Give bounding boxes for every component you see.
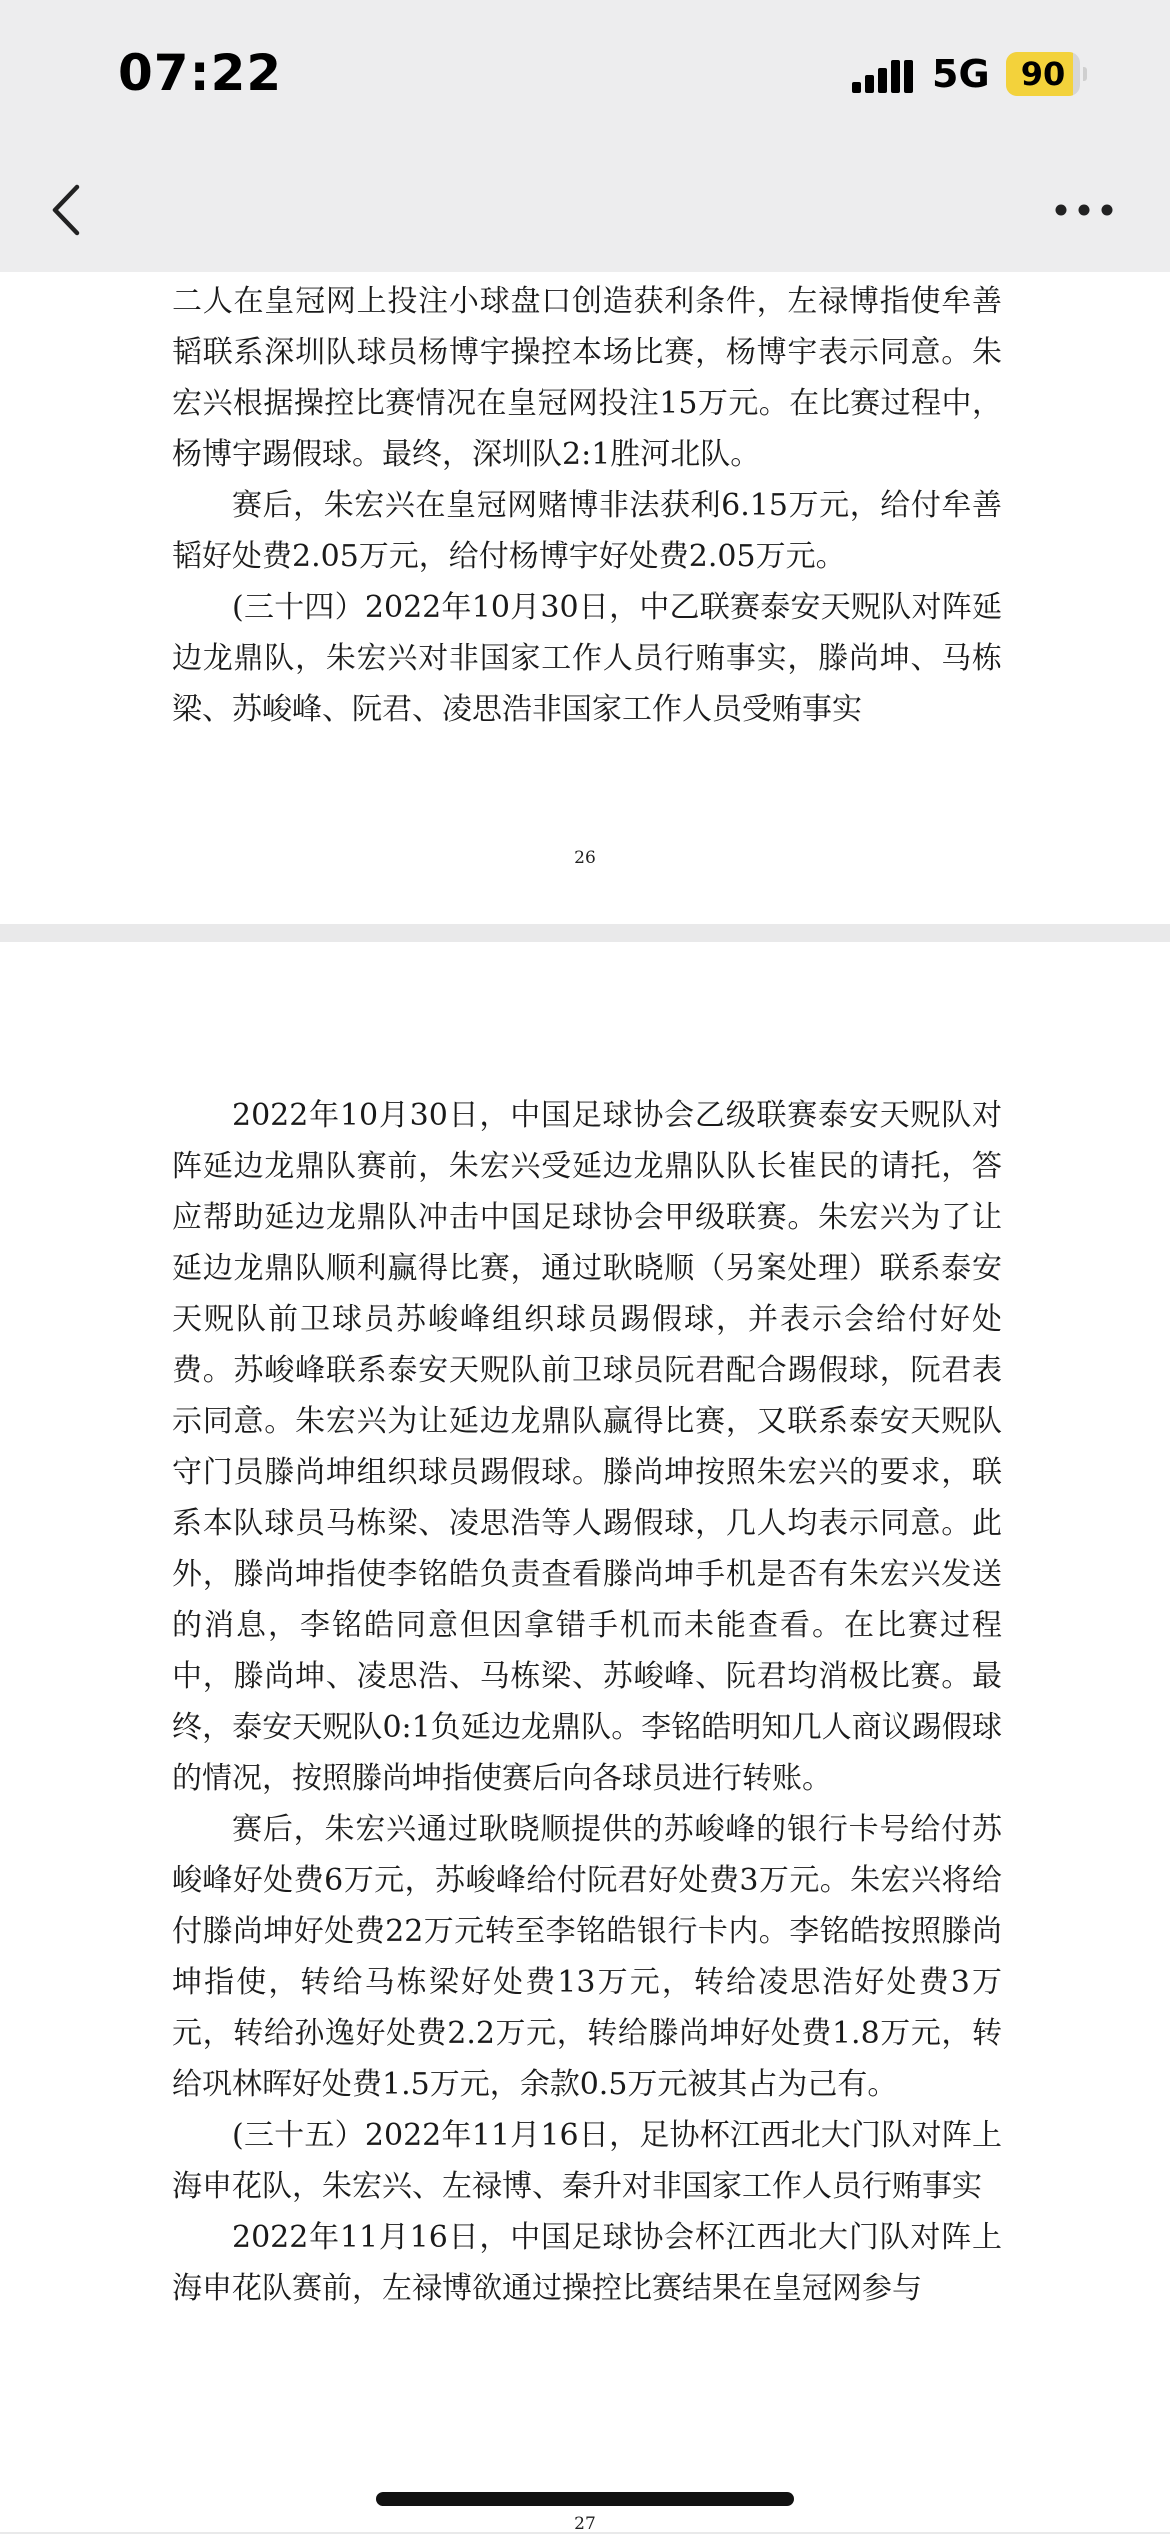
paragraph: 2022年10月30日，中国足球协会乙级联赛泰安天贶队对阵延边龙鼎队赛前，朱宏兴受延边龙鼎队队长崔民的请托，答应帮助延边龙鼎队冲击中国足球协会甲级联赛。朱宏兴为了让延边龙鼎队顺利赢得比赛，通过耿晓顺（另案处理）联系泰安天贶队前卫球员苏峻峰组织球员踢假球，并表示会给付好处费。苏峻峰联系泰安天贶队前卫球员阮君配合踢假球，阮君表示同意。朱宏兴为让延边龙鼎队赢得比赛，又联系泰安天贶队守门员滕尚坤组织球员踢假球。滕尚坤按照朱宏兴的要求，联系本队球员马栋梁、凌思浩等人踢假球，几人均表示同意。此外，滕尚坤指使李铭皓负责查看滕尚坤手机是否有朱宏兴发送的消息，李铭皓同意但因拿错手机而未能查看。在比赛过程中，滕尚坤、凌思浩、马栋梁、苏峻峰、阮君均消极比赛。最终，泰安天贶队0:1负延边龙鼎队。李铭皓明知几人商议踢假球的情况，按照滕尚坤指使赛后向各球员进行转账。 [172, 1098, 1002, 1796]
home-indicator[interactable] [376, 2492, 794, 2506]
more-horizontal-icon [1055, 204, 1113, 216]
paragraph: 赛后，朱宏兴在皇冠网赌博非法获利6.15万元，给付牟善韬好处费2.05万元，给付杨博宇好处费2.05万元。 [172, 488, 1002, 574]
paragraph: (三十四）2022年10月30日，中乙联赛泰安天贶队对阵延边龙鼎队，朱宏兴对非国家工作人员行贿事实，滕尚坤、马栋梁、苏峻峰、阮君、凌思浩非国家工作人员受贿事实 [172, 590, 1002, 727]
paragraph: (三十五）2022年11月16日，足协杯江西北大门队对阵上海申花队，朱宏兴、左禄博、秦升对非国家工作人员行贿事实 [172, 2118, 1002, 2204]
document-page-26 [0, 272, 1170, 924]
battery-icon [1006, 52, 1086, 96]
chevron-left-icon [51, 184, 81, 236]
paragraph: 赛后，朱宏兴通过耿晓顺提供的苏峻峰的银行卡号给付苏峻峰好处费6万元，苏峻峰给付阮君好处费3万元。朱宏兴将给付滕尚坤好处费22万元转至李铭皓银行卡内。李铭皓按照滕尚坤指使，转给马栋梁好处费13万元，转给凌思浩好处费3万元，转给孙逸好处费2.2万元，转给滕尚坤好处费1.8万元，转给巩林晖好处费1.5万元，余款0.5万元被其占为己有。 [172, 1812, 1002, 2102]
more-button[interactable] [1044, 180, 1124, 240]
signal-icon [852, 58, 922, 94]
page-number: 26 [574, 848, 596, 868]
document-page-27 [0, 942, 1170, 2532]
page-text [172, 276, 1002, 735]
page-number: 27 [574, 2514, 596, 2534]
status-time: 07:22 [118, 44, 283, 102]
navigation-bar [0, 150, 1170, 272]
paragraph: 2022年11月16日，中国足球协会杯江西北大门队对阵上海申花队赛前，左禄博欲通过操控比赛结果在皇冠网参与 [172, 2220, 1002, 2306]
back-button[interactable] [36, 170, 96, 250]
network-type: 5G [932, 52, 990, 96]
paragraph: 二人在皇冠网上投注小球盘口创造获利条件，左禄博指使牟善韬联系深圳队球员杨博宇操控本场比赛，杨博宇表示同意。朱宏兴根据操控比赛情况在皇冠网投注15万元。在比赛过程中，杨博宇踢假球。最终，深圳队2:1胜河北队。 [172, 284, 1002, 472]
page-text [172, 1090, 1002, 2314]
status-bar [0, 0, 1170, 150]
battery-level: 90 [1020, 55, 1066, 93]
